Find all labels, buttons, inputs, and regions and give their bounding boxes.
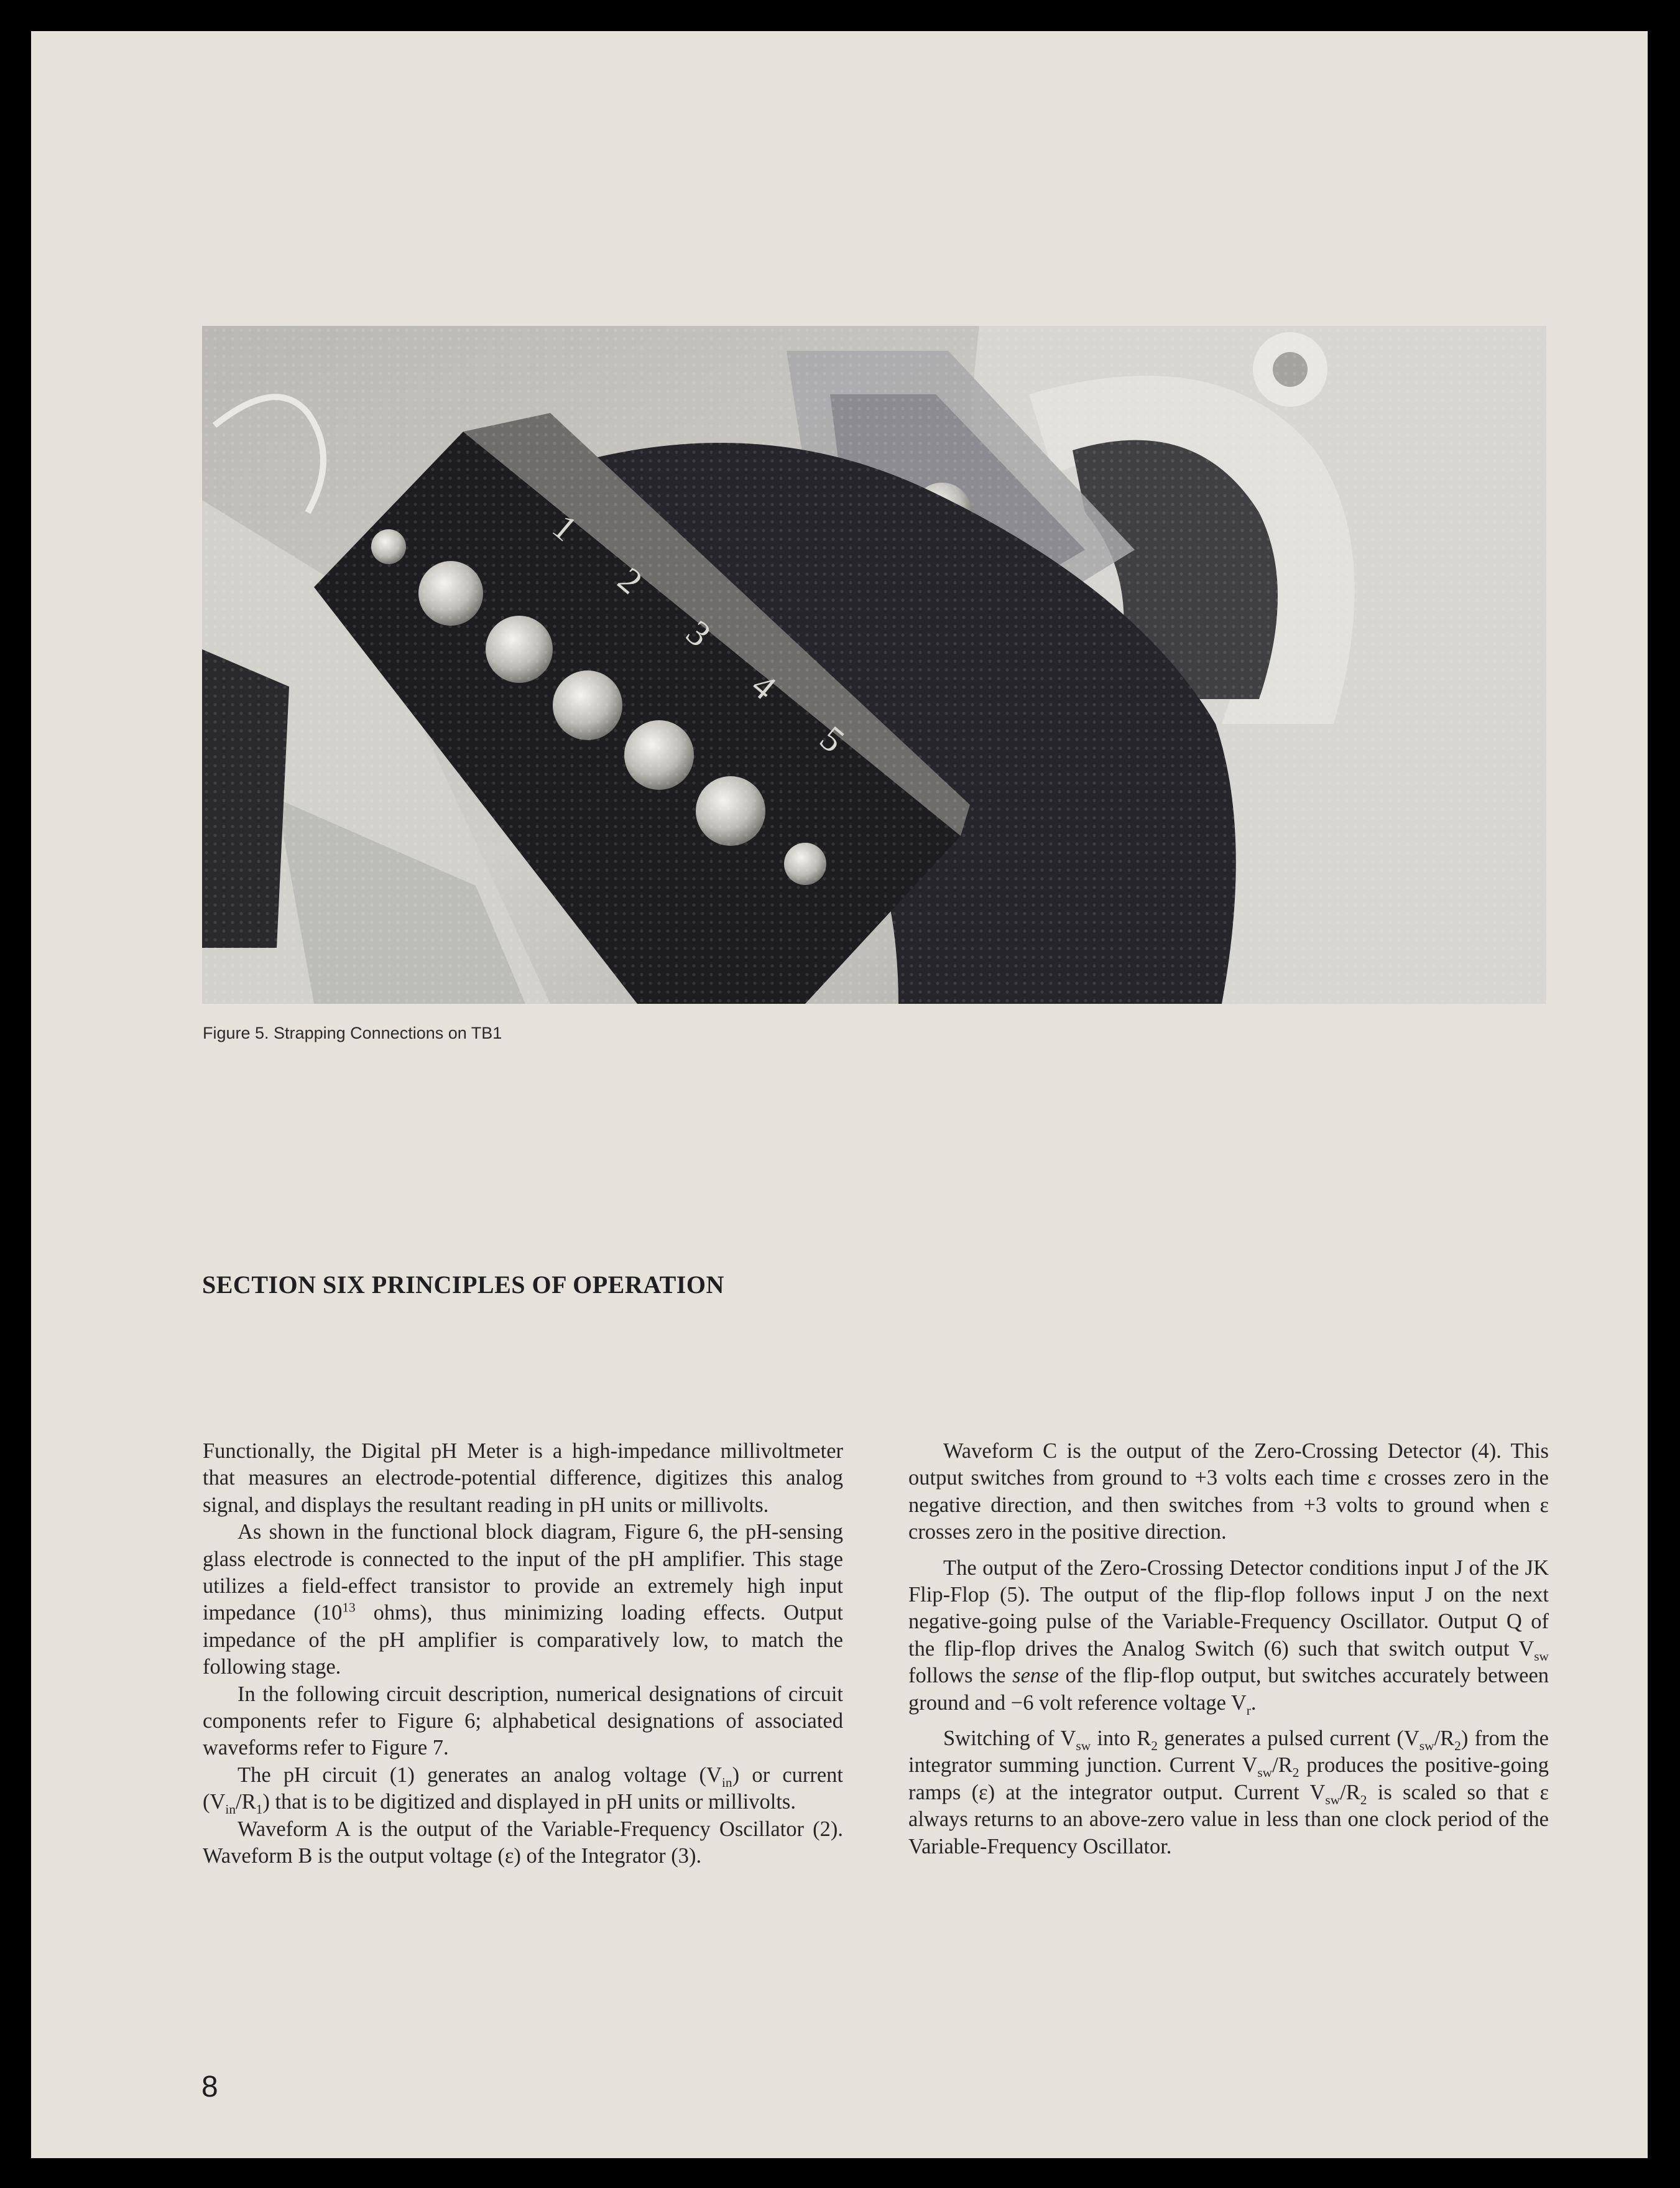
document-page xyxy=(31,31,1648,2158)
paragraph: Switching of $V_{sw}$ into $R_2$ generates a pulsed current $(V_{sw}/R_2)$ from the integrator summing junction. Current $V_{sw}/R_2$ produces the positive-going ramps (ε) at the integrator output. Current $V_{sw}/R_2$ is scaled so that ε always returns to an above-zero value in less than one clock period of the Variable-Frequency Oscillator. xyxy=(908,1727,1549,1858)
paragraph: The output of the Zero-Crossing Detector conditions input J of the JK Flip-Flop (5). The output of the flip-flop follows input J on the next negative-going pulse of the Variable-Frequency Oscillator. Output Q of the flip-flop drives the Analog Switch (6) such that switch output $V_{sw}$ follows the sense of the flip-flop output, but switches accurately between ground and −6 volt reference voltage $V_r$. xyxy=(908,1555,1549,1718)
terminal-block-photo xyxy=(202,326,1546,1004)
paragraph: Waveform A is the output of the Variable-Frequency Oscillator (2). Waveform B is the output voltage (ε) of the Integrator (3). xyxy=(203,1817,843,1868)
figure-5-photo xyxy=(202,326,1546,1004)
left-text-column xyxy=(203,1438,843,1870)
paragraph: In the following circuit description, numerical designations of circuit components refer to Figure 6; alphabetical designations of associated waveforms refer to Figure 7. xyxy=(203,1682,843,1760)
page-number: 8 xyxy=(201,2070,218,2103)
right-text-column xyxy=(908,1438,1549,1869)
section-title: SECTION SIX PRINCIPLES OF OPERATION xyxy=(202,1271,724,1299)
paragraph: Functionally, the Digital pH Meter is a high-impedance millivoltmeter that measures an electrode-potential difference, digitizes this analog signal, and displays the resultant reading in pH units or millivolts. xyxy=(203,1439,843,1517)
figure-caption: Figure 5. Strapping Connections on TB1 xyxy=(203,1024,502,1042)
paragraph: The pH circuit (1) generates an analog voltage $(V_{in})$ or current $(V_{in}/R_1)$ that is to be digitized and displayed in pH units or millivolts. xyxy=(203,1763,844,1817)
paragraph: Waveform C is the output of the Zero-Crossing Detector (4). This output switches from ground to +3 volts each time ε crosses zero in the negative direction, and then switches from +3 volts to ground when ε crosses zero in the positive direction. xyxy=(908,1439,1549,1544)
paragraph: As shown in the functional block diagram, Figure 6, the pH-sensing glass electrode is connected to the input of the pH amplifier. This stage utilizes a field-effect transistor to provide an extremely high input impedance ($10^{13}$ ohms), thus minimizing loading effects. Output impedance of the pH amplifier is comparatively low, to match the following stage. xyxy=(203,1520,843,1679)
